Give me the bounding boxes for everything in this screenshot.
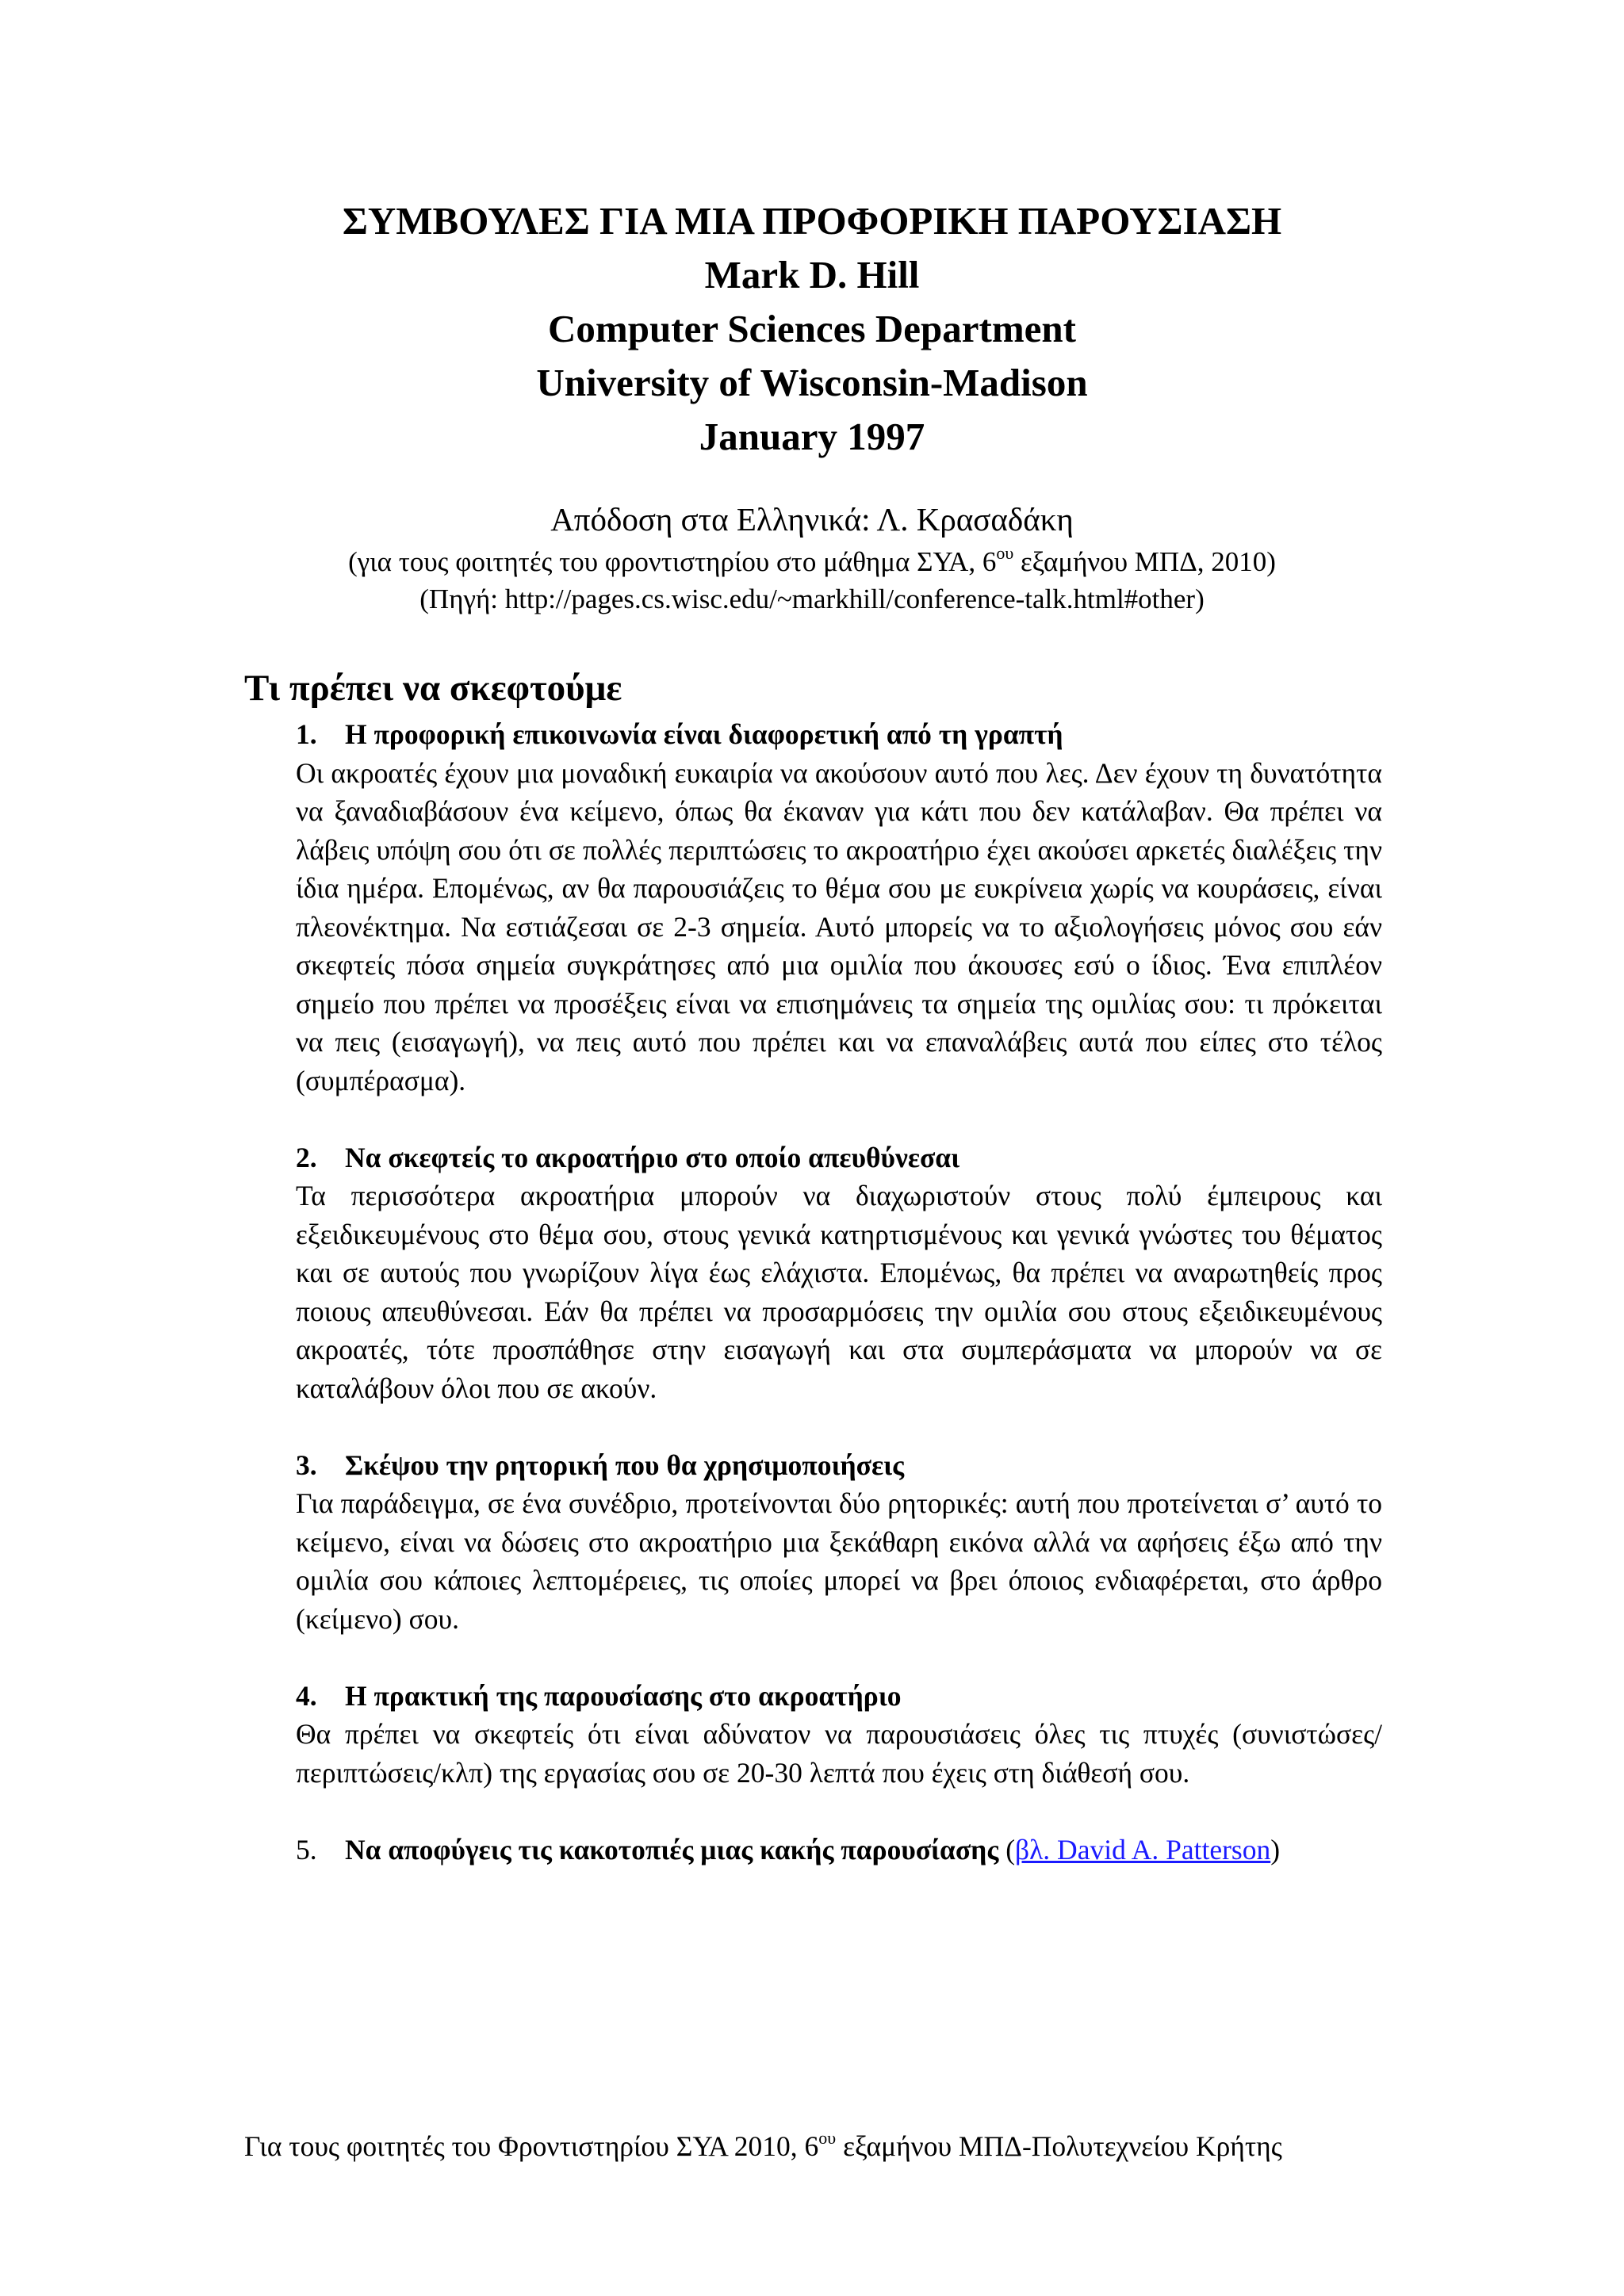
- tip-heading: [296, 1677, 1382, 1716]
- tip-item-3: [296, 1446, 1382, 1639]
- patterson-link[interactable]: βλ. David A. Patterson: [1015, 1833, 1271, 1866]
- author-name: Mark D. Hill: [704, 253, 920, 297]
- tip-title: Να σκεφτείς το ακροατήριο στο οποίο απευθύνεσαι: [345, 1141, 960, 1173]
- tip-paren-open: (: [1005, 1833, 1016, 1866]
- tip-paren-close: ): [1270, 1833, 1281, 1866]
- tip-number: 5.: [296, 1833, 317, 1866]
- audience-note: [0, 543, 1624, 580]
- department-name: Computer Sciences Department: [548, 307, 1076, 350]
- tip-text: Τα περισσότερα ακροατήρια μπορούν να διαχωριστούν στους πολύ έμπειρους και εξειδικευμένους στο θέμα σου, στους γενικά κατηρτισμένους και γενικά γνώστες του θέματος και σε αυτούς που γνωρίζουν λίγα έως ελάχιστα. Επομένως, θα πρέπει να αναρωτηθείς προς ποιους απευθύνεσαι. Εάν θα πρέπει να προσαρμόσεις την ομιλία σου στους εξειδικευμένους ακροατές, τότε προσπάθησε στην εισαγωγή και στα συμπεράσματα να μπορούν να σε καταλάβουν όλοι που σε ακούν.: [296, 1180, 1382, 1404]
- audience-note-superscript: ου: [996, 543, 1014, 563]
- tip-number: 3.: [296, 1448, 317, 1481]
- footer-superscript: ου: [818, 2128, 837, 2148]
- tip-text: Οι ακροατές έχουν μια μοναδική ευκαιρία να ακούσουν αυτό που λες. Δεν έχουν τη δυνατότητα να ξαναδιαβάσουν ένα κείμενο, όπως θα έκαναν για κάτι που δεν κατάλαβαν. Θα πρέπει να λάβεις υπόψη σου ότι σε πολλές περιπτώσεις το ακροατήριο έχει ακούσει αρκετές διαλέξεις την ίδια ημέρα. Επομένως, αν θα παρουσιάζεις το θέμα σου με ευκρίνεια χωρίς να κουράσεις, είναι πλεονέκτημα. Να εστιάζεσαι σε 2-3 σημεία. Αυτό μπορείς να το αξιολογήσεις μόνος σου εάν σκεφτείς πόσα σημεία συγκράτησες από μια ομιλία που άκουσες εσύ ο ίδιος. Ένα επιπλέον σημείο που πρέπει να προσέξεις είναι να επισημάνεις τα σημεία της ομιλίας σου: τι πρόκειται να πεις (εισαγωγή), να πεις αυτό που πρέπει και να επαναλάβεις αυτά που είπες στο τέλος (συμπέρασμα).: [296, 756, 1382, 1096]
- source-note: (Πηγή: http://pages.cs.wisc.edu/~markhill/conference-talk.html#other): [419, 584, 1205, 614]
- tip-text: Για παράδειγμα, σε ένα συνέδριο, προτείνονται δύο ρητορικές: αυτή που προτείνεται σ’ αυτό το κείμενο, είναι να δώσεις στο ακροατήριο μια ξεκάθαρη εικόνα αλλά να αφήσεις έξω από την ομιλία σου κάποιες λεπτομέρειες, τις οποίες μπορεί να βρει όποιος ενδιαφέρεται, στο άρθρο (κείμενο) σου.: [296, 1487, 1382, 1635]
- translator-credit: Απόδοση στα Ελληνικά: Λ. Κρασαδάκη: [550, 501, 1074, 538]
- tip-title: Η πρακτική της παρουσίασης στο ακροατήριο: [345, 1679, 902, 1712]
- tip-item-2: [296, 1138, 1382, 1408]
- tip-heading: [296, 1138, 1382, 1177]
- tip-item-4: [296, 1677, 1382, 1793]
- tip-number: 2.: [296, 1141, 317, 1173]
- title-block: [0, 194, 1624, 464]
- tip-text: Θα πρέπει να σκεφτείς ότι είναι αδύνατον να παρουσιάσεις όλες τις πτυχές (συνιστώσες/περιπτώσεις/κλπ) της εργασίας σου σε 20-30 λεπτά που έχεις στη διάθεσή σου.: [296, 1718, 1382, 1789]
- audience-note-text: (για τους φοιτητές του φροντιστηρίου στο μάθημα ΣΥΑ, 6: [348, 546, 997, 577]
- tip-number: 4.: [296, 1679, 317, 1712]
- footer-text-tail: εξαμήνου ΜΠΔ-Πολυτεχνείου Κρήτης: [836, 2130, 1282, 2162]
- tips-list: [296, 715, 1382, 1908]
- tip-title: Η προφορική επικοινωνία είναι διαφορετική από τη γραπτή: [345, 718, 1063, 750]
- tip-item-1: [296, 715, 1382, 1100]
- tip-heading: [296, 715, 1382, 754]
- page-footer: [244, 2127, 1386, 2165]
- tip-heading: [296, 1446, 1382, 1485]
- university-name: University of Wisconsin-Madison: [536, 361, 1088, 404]
- audience-note-tail: εξαμήνου ΜΠΔ, 2010): [1013, 546, 1276, 577]
- tip-heading: [345, 1831, 1382, 1869]
- translation-block: [0, 496, 1624, 618]
- footer-text: Για τους φοιτητές του Φροντιστηρίου ΣΥΑ 2010, 6: [244, 2130, 819, 2162]
- section-heading: Τι πρέπει να σκεφτούμε: [244, 668, 622, 709]
- tip-title: Να αποφύγεις τις κακοτοπιές μιας κακής παρουσίασης: [345, 1833, 999, 1866]
- document-date: January 1997: [699, 415, 925, 458]
- tip-item-5: [296, 1831, 1382, 1869]
- tip-number: 1.: [296, 718, 317, 750]
- tip-title: Σκέψου την ρητορική που θα χρησιμοποιήσεις: [345, 1448, 905, 1481]
- document-title: ΣΥΜΒΟΥΛΕΣ ΓΙΑ ΜΙΑ ΠΡΟΦΟΡΙΚΗ ΠΑΡΟΥΣΙΑΣΗ: [342, 199, 1282, 243]
